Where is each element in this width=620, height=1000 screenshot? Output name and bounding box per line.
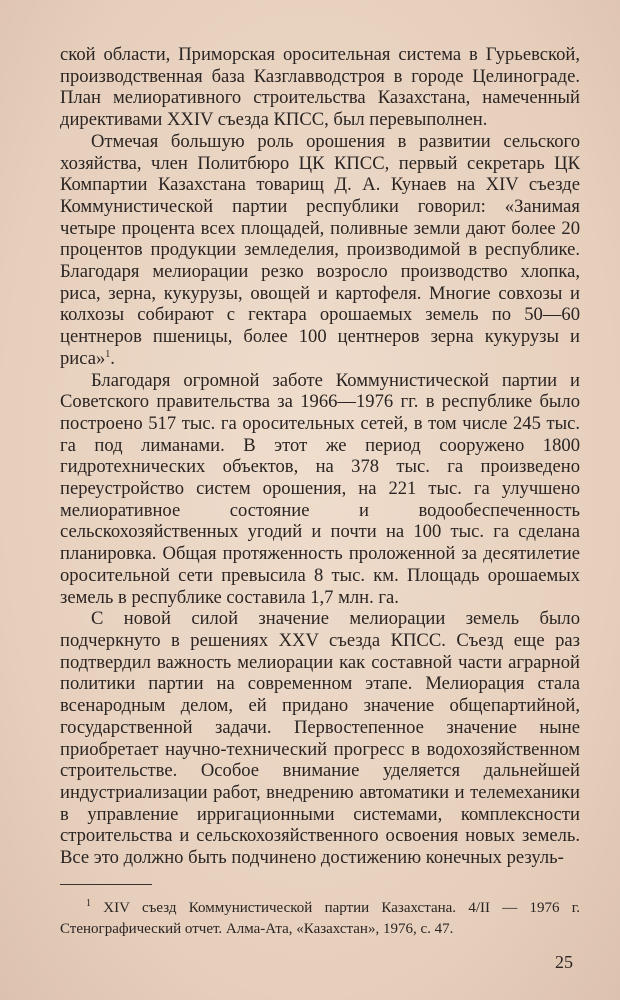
paragraph-4: С новой силой значение мелиорации земель было подчеркнуто в решениях XXV съезда КПСС. Съезд еще раз подтвердил важность мелиорации как составной части аграрной политики партии на современном этапе. Мелиорация стала всенародным делом, ей придано значение общепартийной, государственной задачи. Первостепенное значение ныне приобретает научно-технический прогресс в водохозяйственном строительстве. Особое внимание уделяется дальнейшей индустриализации работ, внедрению автоматики и телемеханики в управление ирригационными системами, комплексности строительства и сельскохозяйственного освоения новых земель. Все это должно быть подчинено достижению конечных резуль- bbox=[60, 608, 580, 869]
footnote-separator bbox=[60, 884, 152, 885]
paragraph-2: Отмечая большую роль орошения в развитии сельского хозяйства, член Политбюро ЦК КПСС, первый секретарь ЦК Компартии Казахстана товарищ Д. А. Кунаев на XIV съезде Коммунистической партии республики говорил: «Занимая четыре процента всех площадей, поливные земли дают более 20 процентов продукции земледелия, производимой в республике. Благодаря мелиорации резко возросло производство хлопка, риса, зерна, кукурузы, овощей и картофеля. Многие совхозы и колхозы собирают с гектара орошаемых земель по 50—60 центнеров пшеницы, более 100 центнеров зерна кукурузы и риса»$^1$. bbox=[60, 130, 580, 369]
paragraph-3: Благодаря огромной заботе Коммунистической партии и Советского правительства за 1966—1976 гг. в республике было построено 517 тыс. га оросительных сетей, в том числе 245 тыс. га под лиманами. В этот же период сооружено 1800 гидротехнических объектов, на 378 тыс. га произведено переустройство систем орошения, на 221 тыс. га улучшено мелиоративное состояние и водообеспеченность сельскохозяйственных угодий и почти на 100 тыс. га сделана планировка. Общая протяженность проложенной за десятилетие оросительной сети превысила 8 тыс. км. Площадь орошаемых земель в республике составила 1,7 млн. га. bbox=[60, 369, 580, 608]
footnote-marker: 1 bbox=[86, 898, 91, 909]
footnote bbox=[60, 898, 580, 940]
paragraph-2-text: Отмечая большую роль орошения в развитии сельского хозяйства, член Политбюро ЦК КПСС, первый секретарь ЦК Компартии Казахстана товарищ Д. А. Кунаев на XIV съезде Коммунистической партии республики говорил: «Занимая четыре процента всех площадей, поливные земли дают более 20 процентов продукции земледелия, производимой в республике. Благодаря мелиорации резко возросло производство хлопка, риса, зерна, кукурузы, овощей и картофеля. Многие совхозы и колхозы собирают с гектара орошаемых земель по 50—60 центнеров пшеницы, более 100 центнеров зерна кукурузы и риса» bbox=[60, 130, 580, 369]
footnote-reference: 1 bbox=[105, 348, 111, 360]
main-text bbox=[60, 44, 580, 869]
paragraph-1: ской области, Приморская оросительная система в Гурьевской, производственная база Казглавводстроя в городе Целинограде. План мелиоративного строительства Казахстана, намеченный директивами XXIV съезда КПСС, был перевыполнен. bbox=[60, 44, 580, 131]
page-number: 25 bbox=[555, 952, 573, 972]
footnote-text: XIV съезд Коммунистической партии Казахстана. 4/II — 1976 г. Стенографический отчет. Алма-Ата, «Казахстан», 1976, с. 47. bbox=[60, 900, 580, 937]
